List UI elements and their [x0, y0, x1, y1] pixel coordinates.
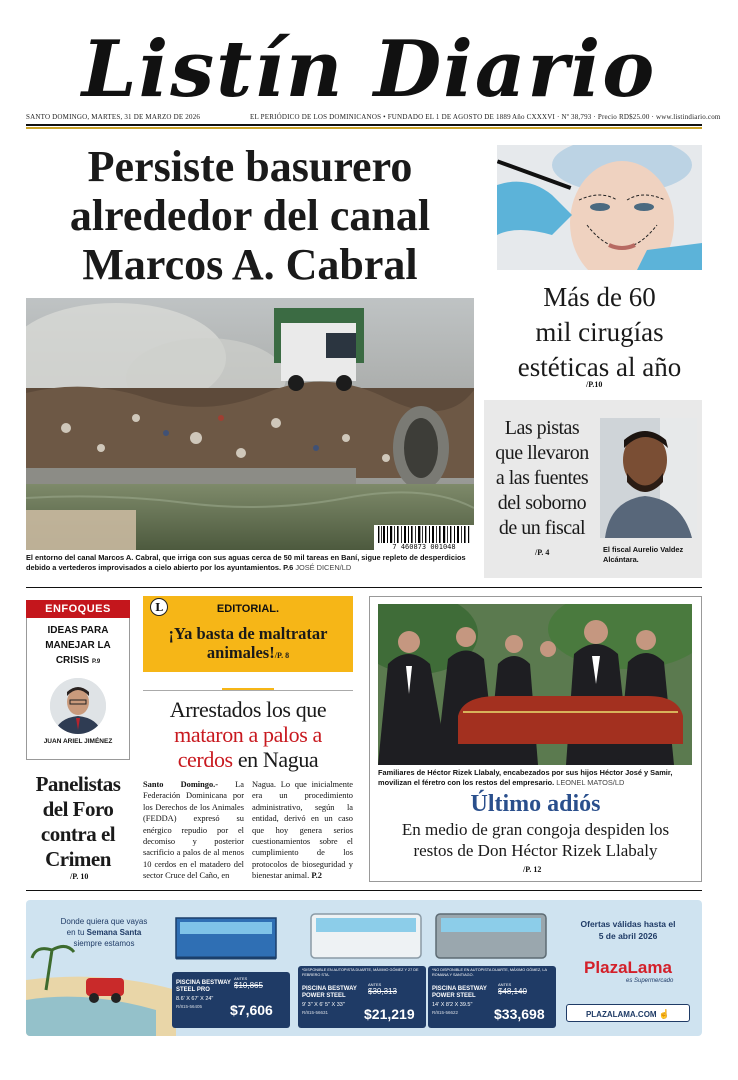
- editorial-headline[interactable]: ¡Ya basta de maltratar animales!/P. 8: [168, 624, 328, 662]
- ad-separator-rule: [26, 890, 702, 891]
- dateline-right: Año CXXXVI · Nº 38,793 · Precio RD$25.00 · www.listindiario.com: [512, 113, 721, 121]
- fiscal-portrait[interactable]: [600, 418, 697, 538]
- dateline-center: EL PERIÓDICO DE LOS DOMINICANOS • FUNDADO EL 1 DE AGOSTO DE 1889: [250, 113, 511, 121]
- masthead-rule: [26, 124, 702, 126]
- ultimo-adios-page-ref[interactable]: /P. 12: [523, 865, 542, 874]
- barcode: [374, 525, 474, 551]
- panelistas-headline[interactable]: Panelistas del Foro contra el Crimen: [35, 772, 121, 871]
- plazalama-ad[interactable]: [26, 900, 702, 1036]
- masthead-logo[interactable]: Listín Diario: [81, 24, 657, 115]
- funeral-caption: Familiares de Héctor Rizek Llabaly, encabezados por sus hijos Héctor José y Samir, movilizan el féretro con los restos del empresario. LEONEL MATOS/LD: [378, 768, 673, 787]
- dateline-left: SANTO DOMINGO, MARTES, 31 DE MARZO DE 2026: [26, 113, 201, 121]
- soborno-headline[interactable]: Las pistas que llevaron a las fuentes del soborno de un fiscal: [495, 417, 589, 539]
- main-photo-caption: El entorno del canal Marcos A. Cabral, que irriga con sus aguas cerca de 50 mil tareas en Baní, sigue repleto de desperdicios debido a vertederos improvisados a cielo abierto por los ayuntamientos. P.6 JOSÉ DICEN/LD: [26, 553, 466, 572]
- fiscal-caption: El fiscal Aurelio Valdez Alcántara.: [603, 545, 684, 564]
- main-photo-canal-trash[interactable]: [26, 298, 474, 550]
- cirugias-page-ref[interactable]: /P.10: [586, 380, 603, 389]
- arrestados-rule: [143, 690, 353, 691]
- arrestados-headline[interactable]: Arrestados los que mataron a palos a cerdos en Nagua: [169, 697, 327, 772]
- enfoques-title[interactable]: IDEAS PARA MANEJAR LA CRISIS P.9: [45, 625, 111, 666]
- author-avatar: [50, 678, 106, 734]
- editorial-logo-icon: L: [150, 598, 168, 616]
- plazalama-logo[interactable]: PlazaLama: [584, 958, 672, 977]
- arrestados-body-col1: Santo Domingo.- La Federación Dominicana por los Derechos de los Animales (FEDDA) expresó su enérgico repudio por el decomiso y posterior sacrificio a palos de al menos 10 cerdos en el matadero del sector Cruce del Caño, en: [143, 780, 244, 881]
- soborno-page-ref[interactable]: /P. 4: [535, 548, 550, 557]
- ad-product-2[interactable]: *DISPONIBLE EN AUTOPISTA DUARTE, MÁXIMO GÓMEZ Y 27 DE FEBRERO STA. PISCINA BESTWAY POWER STEEL 9' 3" X 6' 5" X 33" R/815-56631 ANTES $30,313 $21,219: [298, 966, 426, 1028]
- ad-offer-validity: Ofertas válidas hasta el 5 de abril 2026: [580, 919, 676, 941]
- cirugias-headline[interactable]: Más de 60 mil cirugías estéticas al año: [517, 282, 682, 382]
- panelistas-page-ref[interactable]: /P. 10: [70, 872, 89, 881]
- editorial-label: EDITORIAL.: [216, 603, 280, 615]
- enfoques-author: JUAN ARIEL JIMÉNEZ: [43, 738, 113, 745]
- enfoques-label: ENFOQUES: [26, 600, 130, 618]
- masthead-gold-rule: [26, 127, 702, 129]
- plazalama-tagline: es Supermercado: [626, 978, 674, 984]
- cirugias-photo[interactable]: [497, 145, 702, 270]
- ultimo-adios-headline[interactable]: Último adiós: [470, 791, 601, 817]
- ad-tagline: Donde quiera que vayas en tu Semana Santa siempre estamos: [60, 917, 148, 948]
- barcode-number: 7 460873 001048: [392, 543, 456, 551]
- plazalama-url-button[interactable]: PLAZALAMA.COM ☝: [566, 1004, 690, 1022]
- main-headline[interactable]: Persiste basurero alrededor del canal Marcos A. Cabral: [69, 142, 431, 289]
- funeral-photo[interactable]: [378, 604, 692, 765]
- ultimo-adios-subhead[interactable]: En medio de gran congoja despiden los restos de Don Héctor Rizek Llabaly: [401, 820, 670, 860]
- ad-product-3[interactable]: *NO DISPONIBLE EN AUTOPISTA DUARTE, MÁXIMO GÓMEZ, LA ROMANA Y SANTIAGO. PISCINA BESTWAY POWER STEEL 14' X 8'2 X 39.5" R/815-56622 ANTES $48,140 $33,698: [428, 966, 556, 1028]
- arrestados-body-col2: Nagua. Lo que inicialmente era un procedimiento administrativo, según la entidad, derivó en un caso que hoy genera serios cuestionamientos sobre el cumplimiento de los protocolos de bioseguridad y bienestar animal. P.2: [252, 780, 353, 881]
- section-rule: [26, 587, 702, 588]
- pointer-hand-icon: ☝: [658, 1009, 671, 1019]
- ad-product-1[interactable]: PISCINA BESTWAY STEEL PRO 8.6' X 67' X 24" R/815-56405 ANTES $10,865 $7,606: [172, 972, 290, 1028]
